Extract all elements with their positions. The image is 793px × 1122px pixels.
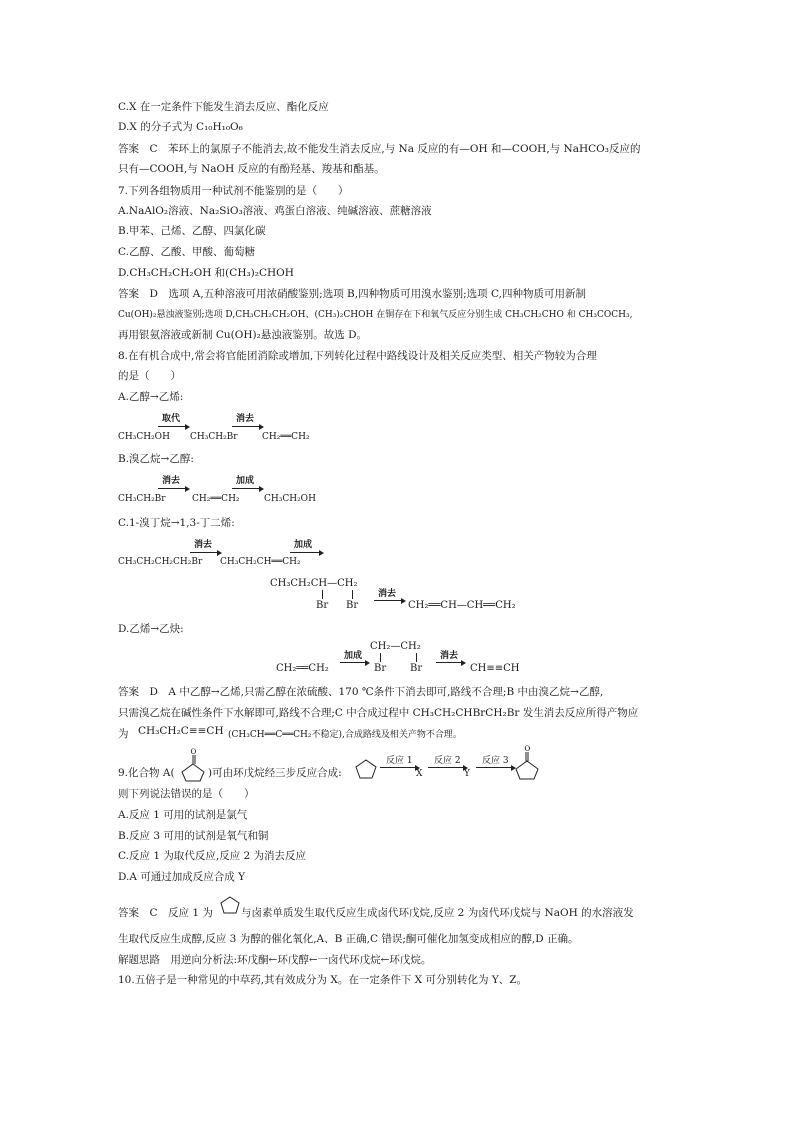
scheme-a-arrow2 xyxy=(232,424,264,430)
q9-label1: 反应 1 xyxy=(386,756,413,766)
scheme-c-mol4: CH₂══CH—CH══CH₂ xyxy=(408,600,516,611)
q7-option-c: C.乙醇、乙酸、甲酸、葡萄糖 xyxy=(118,246,255,258)
scheme-c-mol2: CH₃CH₂CH══CH₂ xyxy=(220,557,301,567)
q9-y: Y xyxy=(464,769,470,779)
scheme-d-mol2: CH₂—CH₂ xyxy=(370,641,421,652)
svg-text:O: O xyxy=(524,745,531,753)
question-8-line2: 的是（ ） xyxy=(118,370,181,382)
answer-9-hint: 解题思路 用逆向分析法:环戊酮←环戊醇←一卤代环戊烷←环戊烷。 xyxy=(118,954,432,966)
scheme-a-mol2: CH₃CH₂Br xyxy=(190,432,238,442)
cyclopentanone-icon xyxy=(178,748,208,782)
svg-text:O: O xyxy=(190,748,197,756)
option-c-x: C.X 在一定条件下能发生消去反应、酯化反应 xyxy=(118,101,329,113)
q7-option-a: A.NaAlO₂溶液、Na₂SiO₃溶液、鸡蛋白溶液、纯碱溶液、蔗糖溶液 xyxy=(118,205,432,217)
scheme-c-arrow2 xyxy=(290,550,324,556)
q9-arrow2 xyxy=(428,765,468,771)
answer-8-line3-suffix: (CH₃CH══C══CH₂不稳定),合成路线及相关产物不合理。 xyxy=(228,730,462,740)
scheme-d-br2: Br xyxy=(410,663,423,674)
scheme-d-arrow2 xyxy=(436,660,466,666)
answer-8-line1: 答案 D A 中乙醇→乙烯,只需乙醇在浓硫酸、170 ℃条件下消去即可,路线不合理;B 中由溴乙烷→乙醇, xyxy=(118,686,604,698)
scheme-b-label2: 加成 xyxy=(236,476,255,486)
scheme-c-bond1 xyxy=(322,590,323,599)
answer-8-line2: 只需溴乙烷在碱性条件下水解即可,路线不合理;C 中合成过程中 CH₃CH₂CHBrCH₂Br 发生消去反应所得产物应 xyxy=(118,707,639,719)
q7-option-d: D.CH₃CH₂CH₂OH 和(CH₃)₂CHOH xyxy=(118,267,294,279)
scheme-c-bond2 xyxy=(352,590,353,599)
answer-8-line3-prefix: 为 xyxy=(118,728,129,740)
answer-7-line1: 答案 D 选项 A,五种溶液可用浓硝酸鉴别;选项 B,四种物质可用溴水鉴别;选项 C,四种物质可用新制 xyxy=(118,288,586,300)
scheme-a-label2: 消去 xyxy=(236,414,255,424)
scheme-c-br2: Br xyxy=(346,600,359,611)
scheme-b-label1: 消去 xyxy=(162,476,181,486)
q7-option-b: B.甲苯、己烯、乙醇、四氯化碳 xyxy=(118,225,266,237)
scheme-a-arrow1 xyxy=(158,424,190,430)
q8-option-c: C.1-溴丁烷→1,3-丁二烯: xyxy=(118,517,235,529)
scheme-c-mol3: CH₃CH₂CH—CH₂ xyxy=(270,578,358,589)
q9-x: X xyxy=(416,769,423,779)
q8-option-a: A.乙醇→乙烯: xyxy=(118,391,184,403)
answer-9-line2: 生取代反应生成醇,反应 3 为醇的催化氧化,A、B 正确,C 错误;酮可催化加氢变成相应的醇,D 正确。 xyxy=(118,933,579,945)
scheme-a-mol3: CH₂══CH₂ xyxy=(262,432,310,442)
scheme-d-mol1: CH₂══CH₂ xyxy=(276,663,329,674)
scheme-d-label2: 消去 xyxy=(440,651,459,661)
q8-option-b: B.溴乙烷→乙醇: xyxy=(118,453,194,465)
answer-7-line3: 再用银氨溶液或新制 Cu(OH)₂悬浊液鉴别。故选 D。 xyxy=(118,329,368,341)
q8-option-d: D.乙烯→乙炔: xyxy=(118,623,184,635)
q9-label3: 反应 3 xyxy=(482,756,509,766)
scheme-b-mol2: CH₂══CH₂ xyxy=(192,494,240,504)
question-10: 10.五倍子是一种常见的中草药,其有效成分为 X。在一定条件下 X 可分别转化为 Y、Z。 xyxy=(118,974,528,986)
answer-7-line2: Cu(OH)₂悬浊液鉴别;选项 D,CH₃CH₂CH₂OH、(CH₃)₂CHOH 在铜存在下和氧气反应分别生成 CH₃CH₂CHO 和 CH₃COCH₃, xyxy=(118,310,633,320)
q9-option-d: D.A 可通过加成反应合成 Y xyxy=(118,871,246,883)
cyclopentanone-product-icon xyxy=(512,745,542,780)
scheme-d-mol3: CH≡≡CH xyxy=(470,663,520,674)
option-d-x: D.X 的分子式为 C₁₀H₁₀O₆ xyxy=(118,121,243,133)
question-7: 7.下列各组物质用一种试剂不能鉴别的是（ ） xyxy=(118,185,349,197)
question-8-line1: 8.在有机合成中,常会将官能团消除或增加,下列转化过程中路线设计及相关反应类型、相关产物较为合理 xyxy=(118,350,597,362)
scheme-b-mol3: CH₃CH₂OH xyxy=(264,494,316,504)
scheme-c-arrow3 xyxy=(374,598,406,604)
scheme-a-mol1: CH₃CH₂OH xyxy=(118,432,170,442)
scheme-c-label2: 加成 xyxy=(294,540,313,550)
scheme-d-br1: Br xyxy=(374,663,387,674)
q9-option-b: B.反应 3 可用的试剂是氧气和铜 xyxy=(118,830,269,842)
cyclopentane-answer-icon xyxy=(219,895,241,915)
scheme-c-label3: 消去 xyxy=(378,589,397,599)
scheme-c-arrow1 xyxy=(190,550,222,556)
scheme-b-arrow1 xyxy=(158,486,190,492)
q9-arrow1 xyxy=(380,765,420,771)
scheme-c-br1: Br xyxy=(316,600,329,611)
q9-arrow3 xyxy=(476,765,516,771)
scheme-d-arrow1 xyxy=(340,660,370,666)
question-9-prefix: 9.化合物 A( xyxy=(118,767,175,779)
answer-6-line1: 答案 C 苯环上的氯原子不能消去,故不能发生消去反应,与 Na 反应的有—OH 和—COOH,与 NaHCO₃反应的 xyxy=(118,143,641,155)
question-9-stem: 则下列说法错误的是（ ） xyxy=(118,788,255,800)
answer-9-suffix: 与卤素单质发生取代反应生成卤代环戊烷,反应 2 为卤代环戊烷与 NaOH 的水溶液发 xyxy=(241,907,634,919)
scheme-d-bond1 xyxy=(380,653,381,662)
scheme-a-label1: 取代 xyxy=(162,414,181,424)
scheme-d-label1: 加成 xyxy=(344,651,363,661)
scheme-d-bond2 xyxy=(416,653,417,662)
answer-6-line2: 只有—COOH,与 NaOH 反应的有酚羟基、羧基和酯基。 xyxy=(118,163,385,175)
scheme-c-label1: 消去 xyxy=(194,540,213,550)
scheme-b-arrow2 xyxy=(232,486,264,492)
scheme-c-mol1: CH₃CH₂CH₂CH₂Br xyxy=(118,557,203,567)
q9-label2: 反应 2 xyxy=(434,756,461,766)
q9-option-a: A.反应 1 可用的试剂是氯气 xyxy=(118,809,248,821)
cyclopentane-icon xyxy=(354,758,378,780)
answer-8-product: CH₃CH₂C≡≡CH xyxy=(138,725,224,737)
answer-9-prefix: 答案 C 反应 1 为 xyxy=(118,907,213,919)
scheme-b-mol1: CH₃CH₂Br xyxy=(118,494,166,504)
question-9-suffix: )可由环戊烷经三步反应合成: xyxy=(208,767,342,779)
q9-option-c: C.反应 1 为取代反应,反应 2 为消去反应 xyxy=(118,850,307,862)
